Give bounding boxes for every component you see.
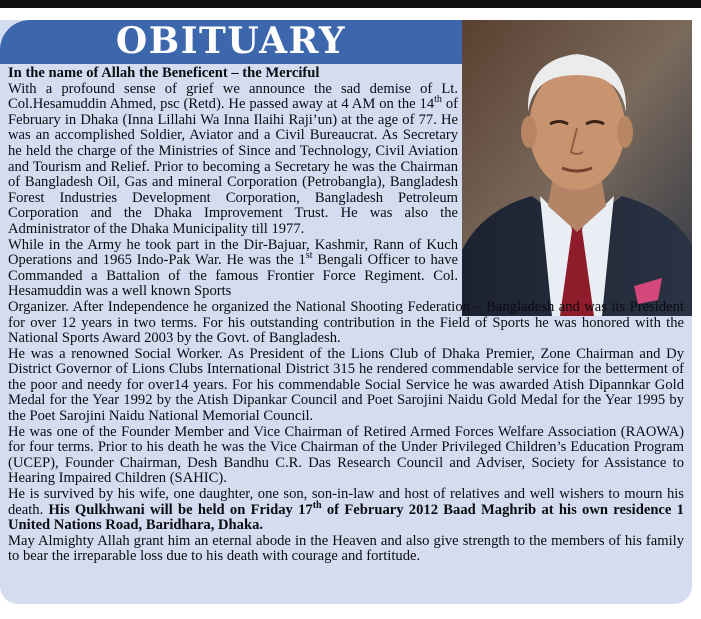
paragraph-sports: Organizer. After Independence he organized the National Shooting Federation – Bangladesh and was its President for over 12 years in two terms. For his outstanding contribution in the Field of Sports he was honored with the National Sports Award 2003 by the Govt. of Bangladesh. (8, 298, 684, 347)
paragraph-army (8, 238, 458, 300)
obituary-panel (0, 20, 692, 604)
paragraph-social-work: He was a renowned Social Worker. As President of the Lions Club of Dhaka Premier, Zone Chairman and Dy District Governor of Lions Clubs International District 315 he rendered commendable service for the betterment of the poor and needy for over14 years. For his commendable Social Service he was awarded Atish Dipannkar Gold Medal for the Year 1992 by the Atish Dipankar Council and Poet Sarojini Naidu Gold Medal for the Year 1995 by the Poet Sarojini Naidu National Memorial Council. (8, 345, 684, 425)
text-span: Bengali Officer to have Commanded a Battalion of the famous Frontier Force Regiment. Col. Hesamuddin was a well known Sports (8, 252, 459, 300)
top-rule (0, 0, 701, 8)
superscript: st (305, 250, 313, 262)
text-span: of February in Dhaka (Inna Lillahi Wa Inna Ilaihi Raji’un) at the age of 77. He was an accomplished Soldier, Aviator and a Civil Bureaucrat. As Secretary he held the charge of the Ministries of Since and Technology, Civil Aviation and Tourism and Relief. Prior to becoming a Secretary he was the Chairman of Bangladesh Oil, Gas and mineral Corporation (Petrobangla), Bangladesh Forest Industries Development Corporation, Bangladesh Petroleum Corporation and the Dhaka Improvement Trust. He was also the Administrator of the Dhaka Municipality till 1977. (8, 96, 458, 237)
paragraph-prayer: May Almighty Allah grant him an eternal abode in the Heaven and also give strength to the members of his family to bear the irreparable loss due to his death with courage and fortitude. (8, 532, 684, 565)
text-span: With a profound sense of grief we announce the sad demise of Lt. Col.Hesamuddin Ahmed, psc (Retd). He passed away at 4 AM on the 14 (8, 80, 458, 113)
obituary-title: OBITUARY (115, 20, 347, 62)
paragraph-survived-by (8, 487, 684, 534)
superscript: th (312, 499, 322, 511)
greeting-line: In the name of Allah the Beneficent – the Merciful (8, 65, 320, 81)
text-span: While in the Army he took part in the Dir-Bajuar, Kashmir, Rann of Kuch Operations and 1965 Indo-Pak War. He was the 1 (8, 236, 458, 269)
qulkhwani-location: of February 2012 Baad Maghrib at his own residence 1 United Nations Road, Baridhara, Dhaka. (8, 501, 684, 534)
text-span: He is survived by his wife, one daughter, one son, son-in-law and host of relatives and well wishers to mourn his death. (8, 486, 684, 518)
paragraph-career (8, 82, 458, 238)
obituary-body (8, 66, 684, 565)
qulkhwani-text: His Qulkhwani will be held on Friday 17 (48, 501, 313, 518)
paragraph-raowa: He was one of the Founder Member and Vice Chairman of Retired Armed Forces Welfare Association (RAOWA) for four terms. Prior to his death he was the Vice Chairman of the Under Privileged Children’s Education Program (UCEP), Founder Chairman, Desh Bandhu C.R. Das Research Council and Adviser, Society for Assistance to Hearing Impaired Children (SAHIC). (8, 423, 684, 487)
superscript: th (434, 94, 442, 106)
